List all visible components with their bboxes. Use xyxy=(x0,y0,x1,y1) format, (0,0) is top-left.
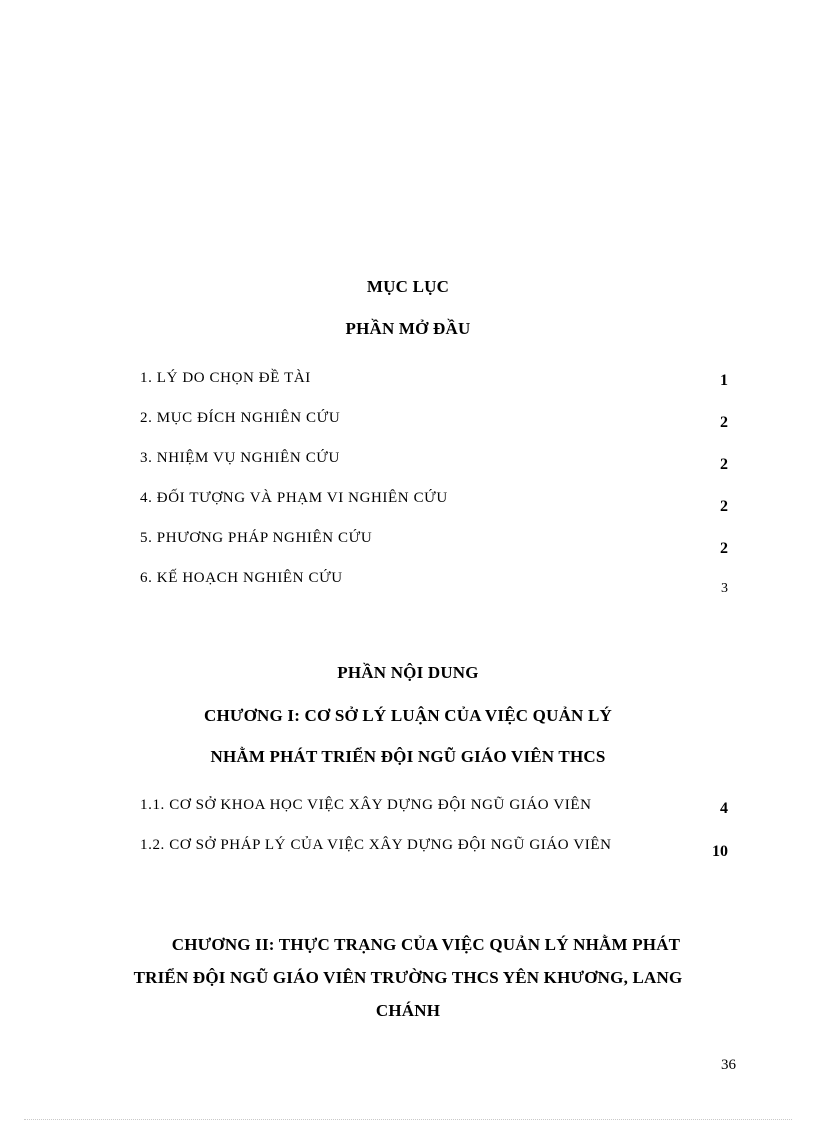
toc-entry xyxy=(0,530,816,557)
toc-entry xyxy=(0,410,816,434)
chapter1-title-line2: NHẰM PHÁT TRIỂN ĐỘI NGŨ GIÁO VIÊN THCS xyxy=(210,747,606,766)
toc-entry-page: 4 xyxy=(720,800,728,817)
toc-entry xyxy=(0,370,816,394)
content-part-title: PHẦN NỘI DUNG xyxy=(337,663,479,682)
intro-part-title: PHẦN MỞ ĐẦU xyxy=(345,319,471,338)
toc-entry xyxy=(0,837,816,861)
toc-entry-page: 3 xyxy=(721,581,728,596)
toc-entry-label: 6. KẾ HOẠCH NGHIÊN CỨU xyxy=(140,570,343,586)
toc-entry-page: 2 xyxy=(720,540,728,557)
page-number: 36 xyxy=(721,1057,736,1073)
toc-entry-label: 4. ĐỐI TƯỢNG VÀ PHẠM VI NGHIÊN CỨU xyxy=(140,490,448,506)
toc-entry xyxy=(0,570,816,594)
toc-entry-page: 2 xyxy=(720,456,728,473)
toc-entry-page: 1 xyxy=(720,372,728,389)
chapter2-title-line3: CHÁNH xyxy=(375,1001,441,1020)
toc-entry-page: 2 xyxy=(720,498,728,515)
page-bottom-divider xyxy=(24,1119,792,1120)
toc-entry-label: 5. PHƯƠNG PHÁP NGHIÊN CỨU xyxy=(140,530,373,546)
toc-entry xyxy=(0,450,816,474)
chapter2-title-line1: CHƯƠNG II: THỰC TRẠNG CỦA VIỆC QUẢN LÝ NHẰM PHÁT xyxy=(171,935,681,954)
toc-entry-label: 2. MỤC ĐÍCH NGHIÊN CỨU xyxy=(140,410,341,426)
toc-entry-label: 1. LÝ DO CHỌN ĐỀ TÀI xyxy=(140,370,311,386)
toc-title: MỤC LỤC xyxy=(366,277,450,296)
chapter2-title-line2: TRIỂN ĐỘI NGŨ GIÁO VIÊN TRƯỜNG THCS YÊN KHƯƠNG, LANG xyxy=(133,968,683,987)
toc-entry xyxy=(0,797,816,821)
toc-entry-label: 3. NHIỆM VỤ NGHIÊN CỨU xyxy=(140,450,340,466)
toc-entry-page: 10 xyxy=(712,843,728,860)
toc-entry xyxy=(0,490,816,514)
toc-entry-label: 1.1. CƠ SỞ KHOA HỌC VIỆC XÂY DỰNG ĐỘI NGŨ GIÁO VIÊN xyxy=(140,797,592,813)
toc-entry-label: 1.2. CƠ SỞ PHÁP LÝ CỦA VIỆC XÂY DỰNG ĐỘI NGŨ GIÁO VIÊN xyxy=(140,837,612,853)
chapter1-title-line1: CHƯƠNG I: CƠ SỞ LÝ LUẬN CỦA VIỆC QUẢN LÝ xyxy=(203,706,612,725)
toc-entry-page: 2 xyxy=(720,414,728,431)
